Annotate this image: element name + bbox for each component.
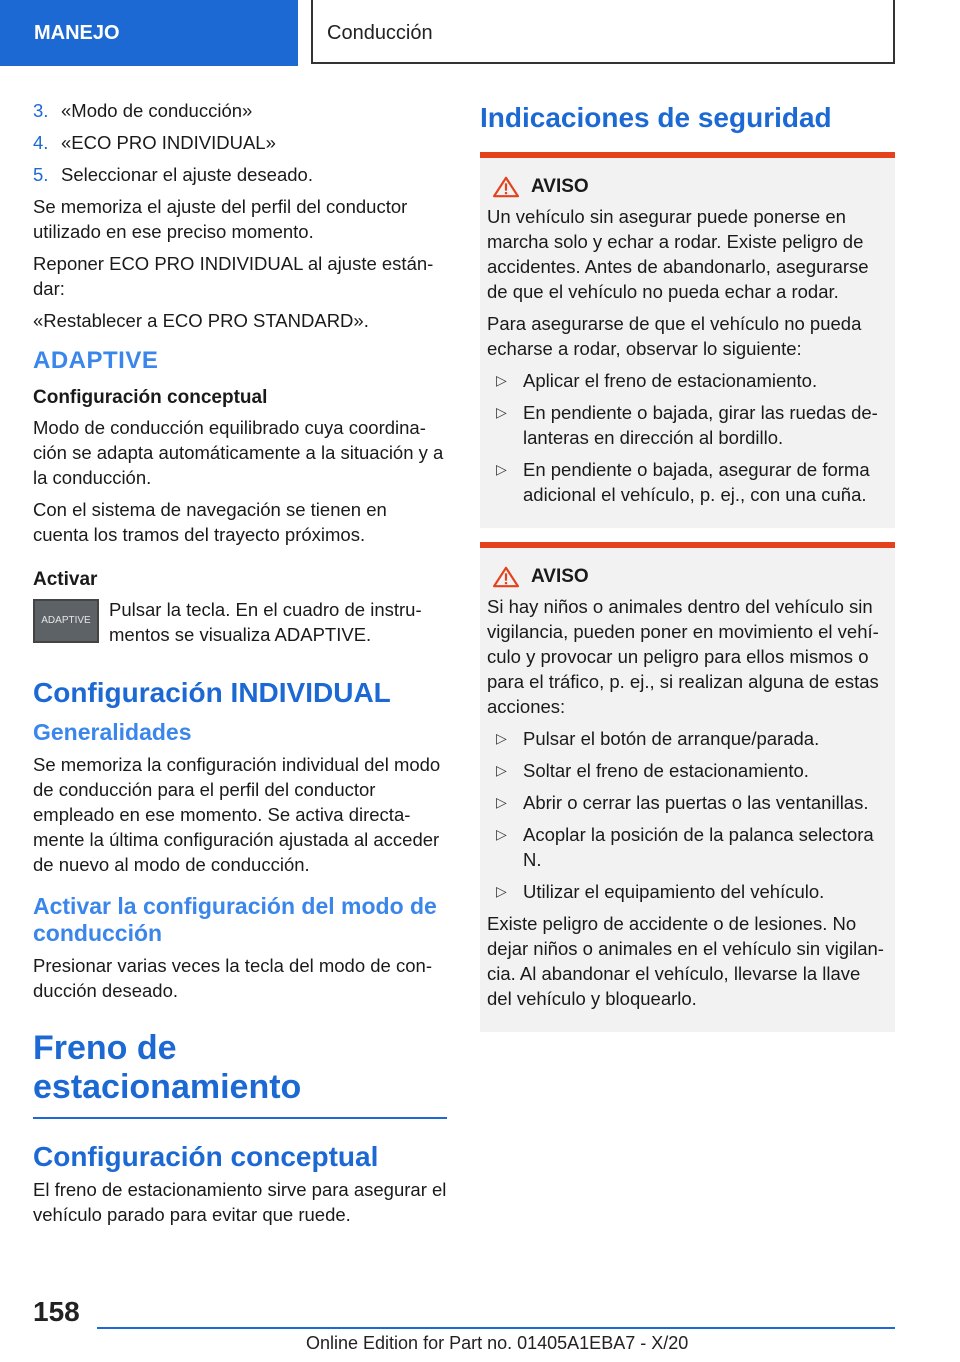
bullet-triangle-icon: ▷ [496, 372, 507, 388]
paragraph: Se memoriza la configuración individual del modo de conducción para el perfil del conductor empleado en ese momento. Se activa directamente la última configuración ajustada al acceder de nuevo al modo de conducción. [33, 754, 441, 875]
warning-triangle-icon [491, 176, 521, 198]
chapter-tab: Conducción [311, 0, 895, 64]
paragraph: Reponer ECO PRO INDIVIDUAL al ajuste estándar: [33, 253, 434, 299]
warning-box [480, 542, 895, 1032]
page-header [0, 0, 960, 66]
bullet-triangle-icon: ▷ [496, 883, 507, 899]
list-item: ▷ Utilizar el equipamiento del vehículo. [487, 879, 887, 904]
page-number: 158 [33, 1296, 80, 1327]
left-column [33, 98, 447, 1234]
paragraph: El freno de estacionamiento sirve para asegurar el vehículo parado para evitar que ruede. [33, 1179, 447, 1225]
paragraph: Pulsar la tecla. En el cuadro de instrumentos se visualiza ADAPTIVE. [109, 599, 422, 645]
step-list [33, 98, 447, 187]
activar-row [33, 597, 447, 647]
list-item: ▷ Aplicar el freno de estacionamiento. [487, 368, 887, 393]
paragraph: Un vehículo sin asegurar puede ponerse en marcha solo y echar a rodar. Existe peligro de accidentes. Antes de abandonarlo, asegurarse de que el vehículo no pueda echar a rodar. [487, 206, 869, 302]
edition-note: Online Edition for Part no. 01405A1EBA7 - X/20 [306, 1333, 689, 1353]
step-item: 5. Seleccionar el ajuste deseado. [33, 164, 313, 185]
paragraph: Con el sistema de navegación se tienen en cuenta los tramos del trayecto próximos. [33, 499, 387, 545]
step-item: 4. «ECO PRO INDIVIDUAL» [33, 132, 276, 153]
section-tab: MANEJO [0, 0, 298, 66]
bullet-triangle-icon: ▷ [496, 826, 507, 842]
paragraph: «Restablecer a ECO PRO STANDARD». [33, 310, 369, 331]
warning-box [480, 152, 895, 528]
paragraph: Modo de conducción equilibrado cuya coordinación se adapta automáticamente a la situación y a la conducción. [33, 417, 444, 488]
subheading-generalidades: Generalidades [33, 719, 192, 745]
bullet-list [487, 368, 887, 507]
warning-triangle-icon [491, 566, 521, 588]
subheading: Configuración conceptual [33, 387, 268, 408]
bullet-triangle-icon: ▷ [496, 461, 507, 477]
bullet-triangle-icon: ▷ [496, 404, 507, 420]
warning-title: AVISO [487, 176, 887, 198]
subheading-activar: Activar [33, 569, 98, 590]
bullet-triangle-icon: ▷ [496, 794, 507, 810]
bullet-triangle-icon: ▷ [496, 730, 507, 746]
paragraph: Se memoriza el ajuste del perfil del conductor utilizado en ese preciso momento. [33, 196, 408, 242]
list-item: ▷ Acoplar la posición de la palanca selectora N. [487, 822, 887, 872]
section-heading-individual: Configuración INDIVIDUAL [33, 677, 391, 708]
section-heading-seguridad: Indicaciones de seguridad [480, 102, 832, 133]
subheading-freno-config: Configuración conceptual [33, 1141, 379, 1172]
subheading-activar-config: Activar la configuración del modo de conducción [33, 893, 437, 946]
right-column [480, 98, 895, 1032]
bullet-triangle-icon: ▷ [496, 762, 507, 778]
list-item: ▷ Soltar el freno de estacionamiento. [487, 758, 887, 783]
adaptive-button-image: ADAPTIVE [33, 599, 99, 643]
bullet-list [487, 726, 887, 904]
list-item: ▷ Pulsar el botón de arranque/parada. [487, 726, 887, 751]
step-item: 3. «Modo de conducción» [33, 100, 253, 121]
list-item: ▷ En pendiente o bajada, asegurar de forma adicional el vehículo, p. ej., con una cuña. [487, 457, 887, 507]
footer-divider [97, 1327, 895, 1329]
paragraph: Presionar varias veces la tecla del modo de conducción deseado. [33, 955, 432, 1001]
paragraph: Para asegurarse de que el vehículo no pueda echarse a rodar, observar lo siguiente: [487, 313, 862, 359]
list-item: ▷ Abrir o cerrar las puertas o las ventanillas. [487, 790, 887, 815]
paragraph: Existe peligro de accidente o de lesiones. No dejar niños o animales en el vehículo sin vigilancia. Al abandonar el vehículo, llevarse la llave del vehículo y bloquearlo. [487, 913, 884, 1009]
chapter-heading-freno: Freno de estacionamiento [33, 1029, 447, 1119]
warning-title: AVISO [487, 566, 887, 588]
list-item: ▷ En pendiente o bajada, girar las ruedas delanteras en dirección al bordillo. [487, 400, 887, 450]
section-heading-adaptive: ADAPTIVE [33, 347, 159, 374]
paragraph: Si hay niños o animales dentro del vehículo sin vigilancia, pueden poner en movimiento el vehículo y provocar un peligro para ellos mismos o para el tráfico, p. ej., si realizan alguna de estas acciones: [487, 596, 879, 717]
